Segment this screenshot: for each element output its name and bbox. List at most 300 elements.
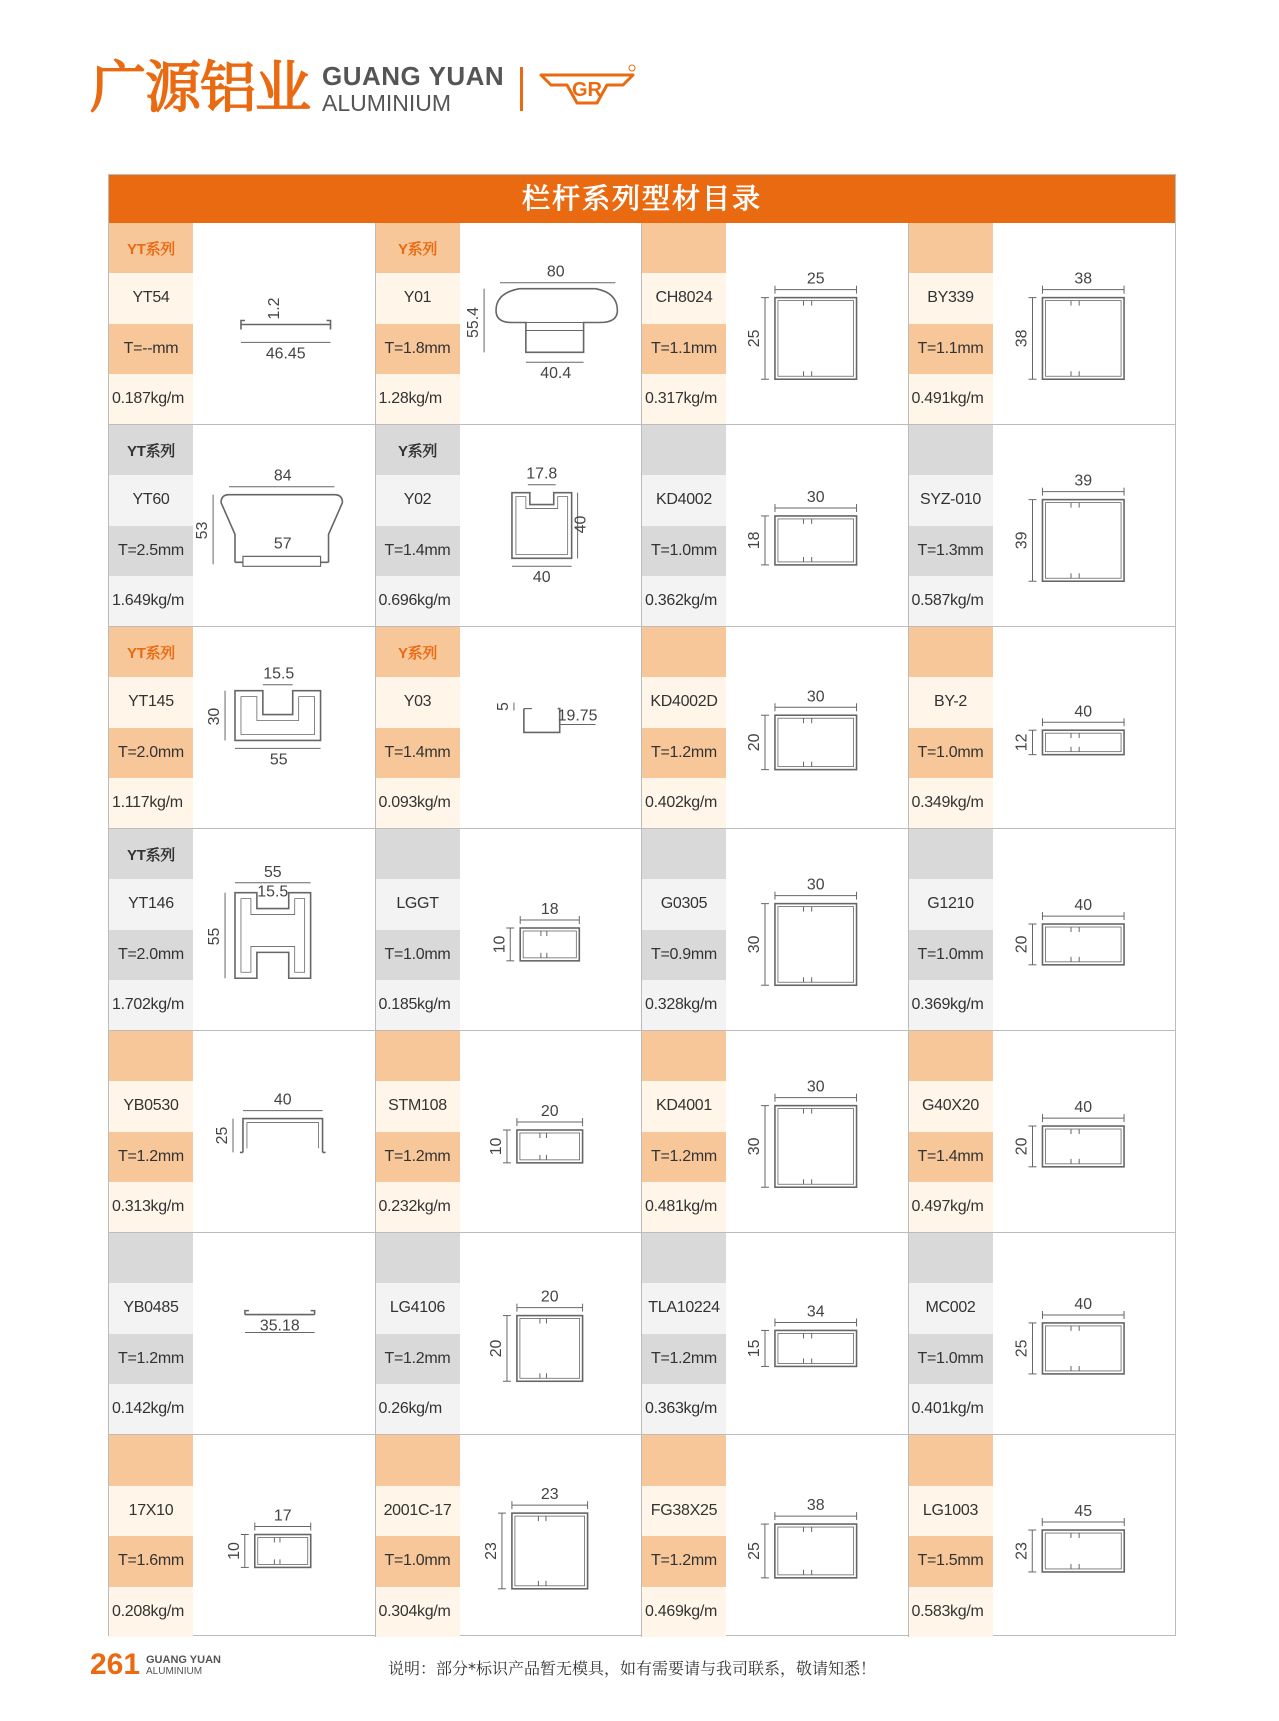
profile-weight: 0.587kg/m — [909, 576, 993, 626]
profile-cross-section-drawing — [993, 223, 1176, 424]
dimension-label: 23 — [1012, 1542, 1030, 1560]
profile-diagram — [993, 627, 1176, 828]
profile-card — [109, 425, 376, 627]
profile-cross-section-drawing — [193, 627, 375, 828]
profile-cross-section-drawing — [193, 425, 375, 626]
profile-weight: 0.369kg/m — [909, 980, 993, 1030]
profile-outline — [496, 289, 617, 353]
profile-outline — [516, 1130, 582, 1163]
profile-groove — [539, 1319, 546, 1324]
profile-cross-section-drawing — [460, 223, 642, 424]
dimension-label: 40 — [572, 515, 590, 534]
profile-outline — [235, 691, 321, 741]
dimension-label: 34 — [806, 1303, 825, 1321]
profile-code: SYZ-010 — [909, 475, 993, 525]
profile-code: CH8024 — [642, 273, 726, 323]
profile-diagram — [993, 829, 1176, 1030]
profile-spec-column — [642, 1233, 726, 1434]
profile-weight: 0.696kg/m — [376, 576, 460, 626]
dimension-label: 80 — [546, 263, 565, 281]
profile-weight: 1.649kg/m — [109, 576, 193, 626]
profile-series-label — [909, 627, 993, 677]
profile-code: KD4002D — [642, 677, 726, 727]
profile-card — [909, 627, 1176, 829]
profile-code: STM108 — [376, 1081, 460, 1131]
profile-diagram — [726, 1031, 908, 1232]
profile-diagram — [460, 829, 642, 1030]
profile-series-label — [109, 1031, 193, 1081]
dimension-label: 84 — [273, 467, 292, 485]
profile-card — [109, 829, 376, 1031]
profile-series-label: Y系列 — [376, 627, 460, 677]
profile-series-label — [642, 1435, 726, 1486]
profile-spec-column — [109, 1031, 193, 1232]
profile-code: KD4002 — [642, 475, 726, 525]
dimension-label: 38 — [1073, 270, 1092, 288]
profile-code: LG4106 — [376, 1283, 460, 1333]
profile-outline — [775, 516, 857, 565]
profile-diagram — [726, 1435, 908, 1637]
profile-diagram — [193, 1233, 375, 1434]
profile-weight: 0.362kg/m — [642, 576, 726, 626]
profile-code: LG1003 — [909, 1486, 993, 1537]
profile-weight: 0.313kg/m — [109, 1182, 193, 1232]
profile-code: G40X20 — [909, 1081, 993, 1131]
dimension-label: 55 — [263, 863, 282, 881]
profile-card — [109, 1435, 376, 1637]
profile-card — [642, 223, 909, 425]
brand-name-en-line2: ALUMINIUM — [322, 90, 452, 116]
profile-weight: 0.469kg/m — [642, 1587, 726, 1638]
dimension-label: 30 — [806, 489, 825, 507]
profile-card — [642, 627, 909, 829]
profile-spec-column — [642, 223, 726, 424]
profile-groove — [1071, 957, 1079, 962]
dimension-label: 30 — [806, 688, 825, 706]
dimension-label: 18 — [746, 531, 764, 550]
profile-inner-wall — [778, 1109, 854, 1185]
profile-card — [642, 1233, 909, 1435]
profile-diagram — [193, 627, 375, 828]
profile-inner-wall — [1045, 1129, 1121, 1164]
profile-cross-section-drawing — [460, 1233, 642, 1434]
profile-diagram — [193, 425, 375, 626]
profile-card — [376, 223, 643, 425]
profile-thickness: T=1.2mm — [642, 728, 726, 778]
profile-groove — [1071, 573, 1079, 578]
profile-cross-section-drawing — [193, 1031, 375, 1232]
profile-weight: 0.349kg/m — [909, 778, 993, 828]
profile-weight: 0.401kg/m — [909, 1384, 993, 1434]
dimension-label: 53 — [194, 521, 212, 540]
profile-spec-column — [109, 627, 193, 828]
dimension-label: 20 — [540, 1103, 559, 1121]
profile-groove — [1071, 747, 1079, 752]
dimension-label: 30 — [206, 707, 224, 726]
profile-weight: 0.491kg/m — [909, 374, 993, 424]
profile-series-label — [376, 829, 460, 879]
profile-weight: 0.304kg/m — [376, 1587, 460, 1638]
profile-groove — [538, 1516, 546, 1521]
profile-card — [909, 1031, 1176, 1233]
dimension-label: 1.2 — [265, 297, 283, 320]
profile-inner-wall — [778, 1333, 854, 1363]
profile-cross-section-drawing — [993, 1233, 1176, 1434]
profile-outline — [243, 556, 321, 566]
profile-catalog — [108, 174, 1176, 1636]
dimension-label: 30 — [746, 1137, 764, 1156]
profile-outline — [247, 1123, 319, 1149]
dimension-label: 25 — [746, 329, 764, 348]
profile-groove — [274, 1537, 280, 1542]
profile-diagram — [460, 627, 642, 828]
brand-divider — [520, 67, 523, 111]
profile-diagram — [460, 1233, 642, 1434]
profile-weight: 0.481kg/m — [642, 1182, 726, 1232]
profile-spec-column — [376, 1031, 460, 1232]
profile-diagram — [726, 425, 908, 626]
profile-groove — [804, 519, 812, 524]
profile-outline — [1042, 1323, 1124, 1374]
profile-inner-wall — [258, 1537, 308, 1564]
profile-groove — [803, 1570, 811, 1575]
profile-thickness: T=1.4mm — [909, 1132, 993, 1182]
profile-code: YT146 — [109, 879, 193, 929]
profile-code: KD4001 — [642, 1081, 726, 1131]
profile-weight: 0.232kg/m — [376, 1182, 460, 1232]
profile-groove — [1071, 371, 1079, 376]
profile-inner-wall — [778, 301, 854, 377]
profile-inner-wall — [1045, 733, 1121, 752]
footer-brand-line1: GUANG YUAN — [146, 1654, 221, 1666]
profile-thickness: T=1.8mm — [376, 324, 460, 374]
profile-spec-column — [909, 1435, 993, 1637]
profile-weight: 0.093kg/m — [376, 778, 460, 828]
profile-weight: 1.28kg/m — [376, 374, 460, 424]
dimension-label: 25 — [745, 1542, 763, 1560]
profile-outline — [511, 1513, 587, 1589]
profile-grid — [109, 223, 1175, 1637]
profile-series-label — [909, 425, 993, 475]
profile-thickness: T=1.4mm — [376, 526, 460, 576]
profile-thickness: T=1.2mm — [109, 1334, 193, 1384]
profile-groove — [540, 953, 546, 958]
profile-thickness: T=1.3mm — [909, 526, 993, 576]
profile-code: 17X10 — [109, 1486, 193, 1537]
profile-diagram — [726, 829, 908, 1030]
profile-code: BY-2 — [909, 677, 993, 727]
profile-series-label: YT系列 — [109, 829, 193, 879]
profile-thickness: T=1.0mm — [376, 930, 460, 980]
profile-code: Y03 — [376, 677, 460, 727]
profile-spec-column — [376, 627, 460, 828]
profile-thickness: T=1.2mm — [642, 1334, 726, 1384]
profile-diagram — [993, 425, 1176, 626]
profile-diagram — [193, 829, 375, 1030]
dimension-label: 23 — [482, 1542, 500, 1560]
company-logo-icon — [537, 63, 637, 115]
profile-series-label: Y系列 — [376, 425, 460, 475]
profile-groove — [804, 371, 812, 376]
profile-spec-column — [376, 425, 460, 626]
profile-groove — [804, 1333, 812, 1338]
profile-outline — [516, 1316, 582, 1382]
profile-inner-wall — [778, 718, 854, 766]
brand-header — [90, 58, 637, 120]
profile-diagram — [993, 223, 1176, 424]
dimension-label: 45 — [1073, 1503, 1092, 1521]
dimension-label: 5 — [494, 702, 512, 712]
profile-card — [376, 1031, 643, 1233]
profile-inner-wall — [778, 519, 854, 562]
profile-thickness: T=0.9mm — [642, 930, 726, 980]
profile-groove — [1071, 1366, 1079, 1371]
profile-card — [109, 1031, 376, 1233]
profile-groove — [1070, 1533, 1078, 1538]
profile-outline — [520, 928, 579, 961]
profile-groove — [538, 1581, 546, 1586]
profile-weight: 0.208kg/m — [109, 1587, 193, 1638]
dimension-label: 20 — [1013, 1137, 1031, 1156]
profile-weight: 0.402kg/m — [642, 778, 726, 828]
profile-code: Y01 — [376, 273, 460, 323]
profile-groove — [804, 301, 812, 306]
profile-spec-column — [109, 425, 193, 626]
profile-series-label — [109, 1233, 193, 1283]
profile-groove — [804, 977, 812, 982]
profile-spec-column — [376, 223, 460, 424]
dimension-label: 40 — [532, 569, 551, 587]
profile-cross-section-drawing — [993, 1435, 1176, 1637]
profile-cross-section-drawing — [726, 1435, 908, 1637]
profile-code: YB0530 — [109, 1081, 193, 1131]
profile-code: BY339 — [909, 273, 993, 323]
brand-name-en — [322, 62, 504, 116]
profile-outline — [245, 1311, 315, 1315]
profile-thickness: T=1.1mm — [909, 324, 993, 374]
dimension-label: 57 — [273, 535, 292, 553]
profile-groove — [1071, 1159, 1079, 1164]
profile-outline — [775, 1524, 857, 1578]
profile-spec-column — [909, 223, 993, 424]
dimension-label: 19.75 — [557, 707, 598, 725]
profile-groove — [274, 1559, 280, 1564]
profile-thickness: T=1.0mm — [909, 930, 993, 980]
profile-thickness: T=--mm — [109, 324, 193, 374]
profile-series-label — [376, 1031, 460, 1081]
profile-cross-section-drawing — [726, 1233, 908, 1434]
profile-series-label: YT系列 — [109, 223, 193, 273]
profile-inner-wall — [1045, 503, 1121, 579]
profile-code: YT145 — [109, 677, 193, 727]
profile-outline — [523, 709, 559, 733]
profile-series-label: YT系列 — [109, 425, 193, 475]
profile-series-label — [909, 829, 993, 879]
profile-cross-section-drawing — [726, 829, 908, 1030]
profile-cross-section-drawing — [993, 627, 1176, 828]
profile-thickness: T=2.5mm — [109, 526, 193, 576]
profile-cross-section-drawing — [193, 223, 375, 424]
profile-groove — [540, 931, 546, 936]
profile-groove — [804, 718, 812, 723]
profile-diagram — [460, 1031, 642, 1232]
profile-cross-section-drawing — [726, 627, 908, 828]
dimension-label: 20 — [487, 1339, 505, 1358]
dimension-label: 55 — [206, 927, 224, 946]
profile-spec-column — [109, 829, 193, 1030]
profile-inner-wall — [523, 931, 576, 958]
dimension-label: 40 — [273, 1091, 292, 1109]
profile-card — [909, 1435, 1176, 1637]
profile-thickness: T=1.2mm — [109, 1132, 193, 1182]
profile-cross-section-drawing — [460, 1031, 642, 1232]
dimension-label: 20 — [1013, 935, 1031, 954]
dimension-label: 30 — [806, 1078, 825, 1096]
dimension-label: 38 — [1013, 329, 1031, 348]
profile-outline — [1042, 924, 1124, 965]
profile-weight: 1.702kg/m — [109, 980, 193, 1030]
profile-groove — [1070, 1564, 1078, 1569]
profile-diagram — [193, 223, 375, 424]
profile-card — [909, 829, 1176, 1031]
profile-outline — [241, 321, 331, 330]
profile-spec-column — [642, 627, 726, 828]
profile-card — [376, 425, 643, 627]
profile-weight: 0.583kg/m — [909, 1587, 993, 1638]
profile-card — [109, 1233, 376, 1435]
profile-series-label: Y系列 — [376, 223, 460, 273]
dimension-label: 20 — [540, 1288, 559, 1306]
profile-series-label — [109, 1435, 193, 1486]
profile-outline — [775, 715, 857, 769]
profile-outline — [775, 1106, 857, 1188]
profile-diagram — [726, 223, 908, 424]
page-number: 261 — [90, 1648, 141, 1681]
profile-series-label: YT系列 — [109, 627, 193, 677]
profile-thickness: T=1.2mm — [642, 1536, 726, 1587]
logo-letters: GR — [572, 79, 603, 101]
profile-thickness: T=1.0mm — [642, 526, 726, 576]
profile-inner-wall — [514, 1516, 584, 1586]
profile-groove — [539, 1155, 546, 1160]
profile-diagram — [460, 223, 642, 424]
profile-outline — [511, 493, 571, 559]
profile-spec-column — [109, 1435, 193, 1637]
profile-outline — [775, 904, 857, 986]
profile-groove — [1071, 1129, 1079, 1134]
dimension-label: 10 — [490, 935, 508, 954]
dimension-label: 40 — [1073, 1099, 1092, 1117]
dimension-label: 25 — [806, 270, 825, 288]
profile-series-label — [642, 1233, 726, 1283]
profile-spec-column — [642, 1031, 726, 1232]
profile-inner-wall — [1045, 927, 1121, 962]
dimension-label: 17 — [273, 1507, 292, 1525]
profile-thickness: T=1.6mm — [109, 1536, 193, 1587]
profile-thickness: T=1.0mm — [909, 1334, 993, 1384]
profile-outline — [241, 697, 315, 735]
profile-outline — [1042, 1530, 1124, 1572]
profile-outline — [1042, 1126, 1124, 1167]
dimension-label: 25 — [214, 1126, 232, 1145]
profile-card — [642, 1031, 909, 1233]
profile-inner-wall — [1045, 301, 1121, 377]
profile-series-label — [909, 1435, 993, 1486]
profile-diagram — [193, 1031, 375, 1232]
profile-series-label — [642, 223, 726, 273]
profile-weight: 0.142kg/m — [109, 1384, 193, 1434]
profile-groove — [804, 1109, 812, 1114]
profile-code: TLA10224 — [642, 1283, 726, 1333]
profile-groove — [804, 762, 812, 767]
profile-groove — [1071, 927, 1079, 932]
profile-spec-column — [109, 223, 193, 424]
profile-groove — [1071, 1326, 1079, 1331]
dimension-label: 35.18 — [259, 1317, 300, 1335]
profile-spec-column — [376, 1233, 460, 1434]
profile-card — [376, 1435, 643, 1637]
profile-weight: 0.328kg/m — [642, 980, 726, 1030]
footer-brand — [146, 1654, 221, 1678]
profile-card — [109, 223, 376, 425]
profile-inner-wall — [1045, 1533, 1121, 1569]
profile-diagram — [993, 1233, 1176, 1434]
footer-brand-line2: ALUMINIUM — [146, 1666, 203, 1677]
profile-weight: 1.117kg/m — [109, 778, 193, 828]
profile-diagram — [993, 1031, 1176, 1232]
dimension-label: 46.45 — [265, 345, 306, 363]
profile-outline — [255, 1535, 311, 1568]
dimension-label: 39 — [1073, 472, 1092, 490]
dimension-label: 15.5 — [263, 665, 295, 683]
profile-series-label — [642, 1031, 726, 1081]
profile-groove — [539, 1133, 546, 1138]
dimension-label: 55.4 — [464, 307, 482, 338]
profile-groove — [1071, 733, 1079, 738]
profile-code: 2001C-17 — [376, 1486, 460, 1537]
profile-card — [642, 829, 909, 1031]
profile-code: YB0485 — [109, 1283, 193, 1333]
profile-thickness: T=2.0mm — [109, 930, 193, 980]
dimension-label: 12 — [1013, 733, 1031, 752]
profile-groove — [539, 1373, 546, 1378]
profile-outline — [775, 1330, 857, 1366]
profile-cross-section-drawing — [193, 1233, 375, 1434]
profile-thickness: T=2.0mm — [109, 728, 193, 778]
profile-series-label — [376, 1435, 460, 1486]
dimension-label: 39 — [1013, 531, 1031, 550]
dimension-label: 40.4 — [539, 365, 571, 383]
profile-inner-wall — [778, 1527, 854, 1575]
profile-series-label — [642, 627, 726, 677]
profile-groove — [804, 907, 812, 912]
profile-weight: 0.26kg/m — [376, 1384, 460, 1434]
profile-inner-wall — [519, 1133, 579, 1160]
dimension-label: 18 — [540, 901, 559, 919]
profile-cross-section-drawing — [460, 425, 642, 626]
profile-diagram — [460, 425, 642, 626]
profile-thickness: T=1.4mm — [376, 728, 460, 778]
profile-cross-section-drawing — [993, 425, 1176, 626]
profile-outline — [240, 1119, 326, 1153]
dimension-label: 38 — [806, 1497, 825, 1515]
profile-weight: 0.185kg/m — [376, 980, 460, 1030]
profile-diagram — [726, 1233, 908, 1434]
profile-weight: 0.317kg/m — [642, 374, 726, 424]
profile-card — [909, 223, 1176, 425]
profile-groove — [1071, 503, 1079, 508]
profile-series-label — [376, 1233, 460, 1283]
